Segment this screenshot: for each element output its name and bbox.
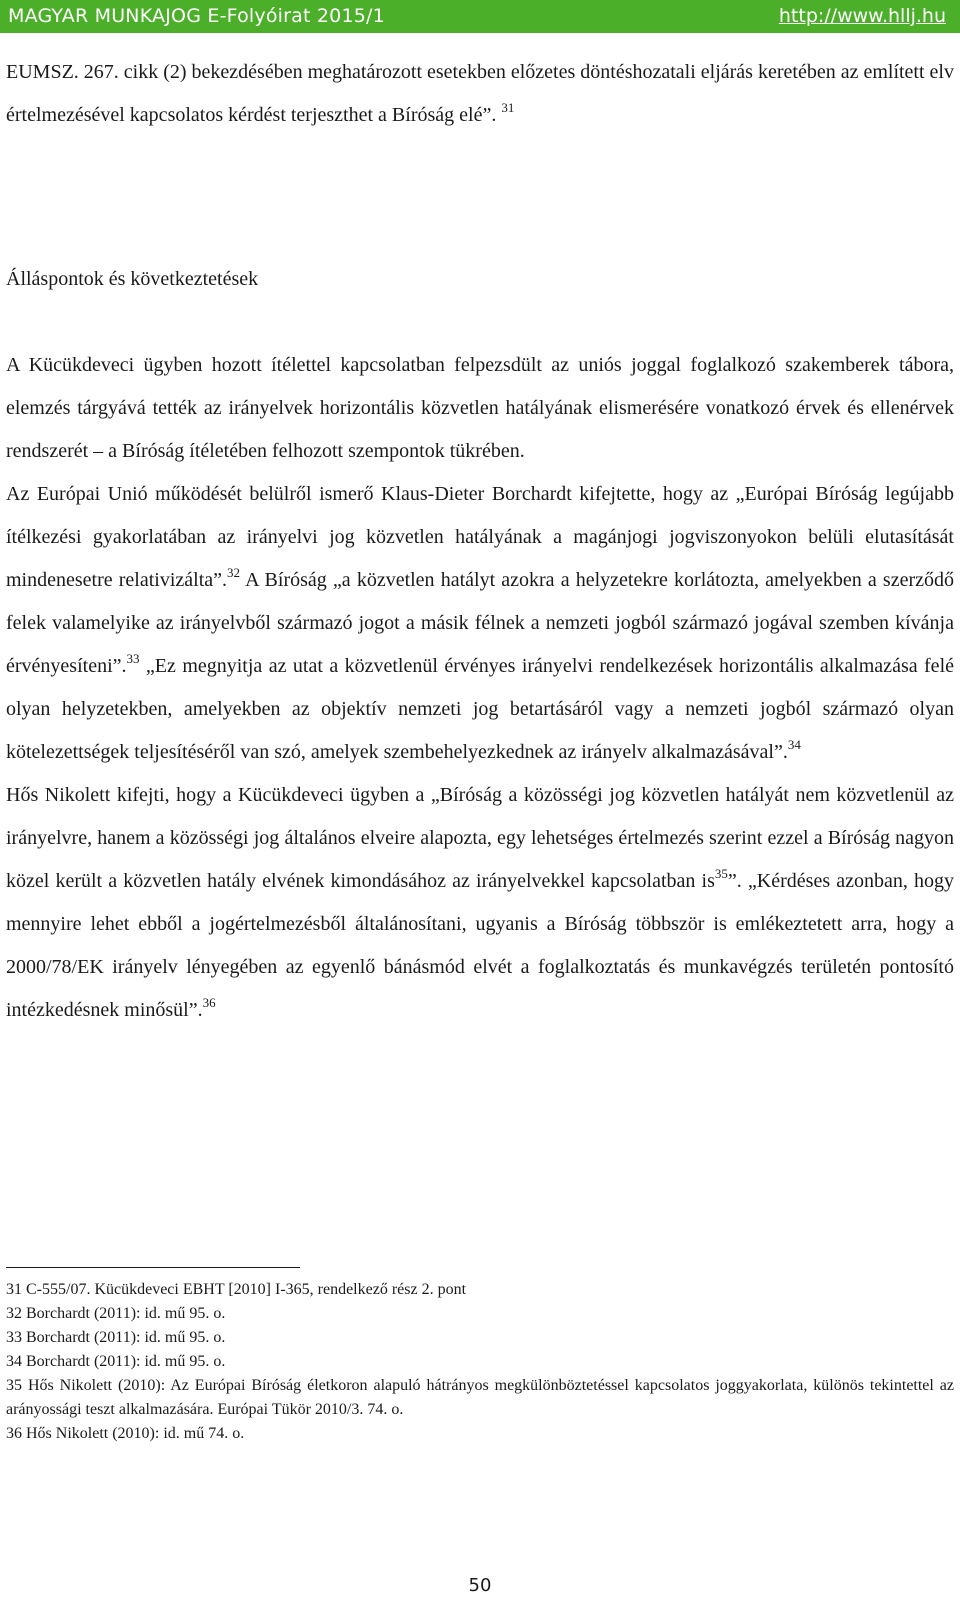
- paragraph-2-part-a: Az Európai Unió működését belülről ismerő Klaus-Dieter Borchardt kifejtette, hogy az „Európai Bíróság legújabb ítélkezési gyakorlatában az irányelvi jog közvetlen hatályának a magánjogi jogviszonyokon belüli elutasítását mindenesetre relativizálta”.: [6, 483, 954, 591]
- main-body: [6, 344, 954, 1032]
- footnote-33: 33 Borchardt (2011): id. mű 95. o.: [6, 1329, 226, 1346]
- journal-title: MAGYAR MUNKAJOG E-Folyóirat 2015/1: [8, 5, 385, 27]
- footnote-ref-35[interactable]: 35: [714, 866, 728, 881]
- footnote-34: 34 Borchardt (2011): id. mű 95. o.: [6, 1353, 226, 1370]
- footnote-separator: [6, 1267, 300, 1268]
- paragraph-3-part-a: Hős Nikolett kifejti, hogy a Kücükdeveci ügyben a „Bíróság a közösségi jog közvetlen hatályát nem közvetlenül az irányelvre, hanem a közösségi jog általános elveire alapozta, egy lehetséges értelmezés szerint ezzel a Bíróság nagyon közel került a közvetlen hatály elvének kimondásához az irányelvekkel kapcsolatban is: [6, 784, 954, 892]
- intro-paragraph: [6, 51, 954, 137]
- footnote-ref-32[interactable]: 32: [227, 565, 241, 580]
- paragraph-3: [6, 774, 954, 1032]
- intro-text: [6, 51, 954, 137]
- footnote-35: 35 Hős Nikolett (2010): Az Európai Bíróság életkoron alapuló hátrányos megkülönböztetéssel kapcsolatos joggyakorlata, különös tekintettel az arányossági teszt alkalmazására. Európai Tükör 2010/3. 74. o.: [6, 1377, 954, 1418]
- footnote-31: 31 C-555/07. Kücükdeveci EBHT [2010] I-365, rendelkező rész 2. pont: [6, 1281, 467, 1298]
- paragraph-2-part-b: A Bíróság „a közvetlen hatályt azokra a helyzetekre korlátozta, amelyekben a szerződő felek valamelyike az irányelvből származó jogot a másik félnek a nemzeti jogból származó jogával szemben kívánja érvényesíteni”.: [6, 569, 954, 677]
- intro-paragraph-text: EUMSZ. 267. cikk (2) bekezdésében meghatározott esetekben előzetes döntéshozatali eljárás keretében az említett elv értelmezésével kapcsolatos kérdést terjeszthet a Bíróság elé”.: [6, 61, 954, 126]
- footnote-ref-34[interactable]: 34: [787, 737, 801, 752]
- footnote-ref-36[interactable]: 36: [202, 995, 216, 1010]
- paragraph-2: [6, 473, 954, 774]
- footnote-ref-31[interactable]: 31: [501, 100, 515, 115]
- footnote-36: 36 Hős Nikolett (2010): id. mű 74. o.: [6, 1425, 245, 1442]
- page-number: 50: [468, 1575, 492, 1596]
- section-heading: Álláspontok és következtetések: [6, 268, 259, 290]
- journal-header: [0, 0, 960, 33]
- paragraph-1: A Kücükdeveci ügyben hozott ítélettel kapcsolatban felpezsdült az uniós joggal foglalkozó szakemberek tábora, elemzés tárgyává tették az irányelvek horizontális közvetlen hatályának elismerésére vonatkozó érvek és ellenérvek rendszerét – a Bíróság ítéletében felhozott szempontok tükrében.: [6, 354, 954, 462]
- paragraph-3-part-b: ”. „Kérdéses azonban, hogy mennyire lehet ebből a jogértelmezésből általánosítani, ugyanis a Bíróság többször is emlékeztetett arra, hogy a 2000/78/EK irányelv lényegében az egyenlő bánásmód elvét a foglalkoztatás és munkavégzés területén pontosító intézkedésnek minősül”.: [6, 870, 955, 1021]
- footnote-ref-33[interactable]: 33: [126, 651, 140, 666]
- paragraph-2-part-c: „Ez megnyitja az utat a közvetlenül érvényes irányelvi rendelkezések horizontális alkalmazása felé olyan helyzetekben, amelyekben az objektív nemzeti jog betartásáról vagy a nemzeti jogból származó olyan kötelezettségek teljesítéséről van szó, amelyek szembehelyezkednek az irányelv alkalmazásával”.: [6, 655, 954, 763]
- footnotes: [6, 1278, 954, 1446]
- footnote-32: 32 Borchardt (2011): id. mű 95. o.: [6, 1305, 226, 1322]
- journal-url-link[interactable]: http://www.hllj.hu: [778, 5, 946, 27]
